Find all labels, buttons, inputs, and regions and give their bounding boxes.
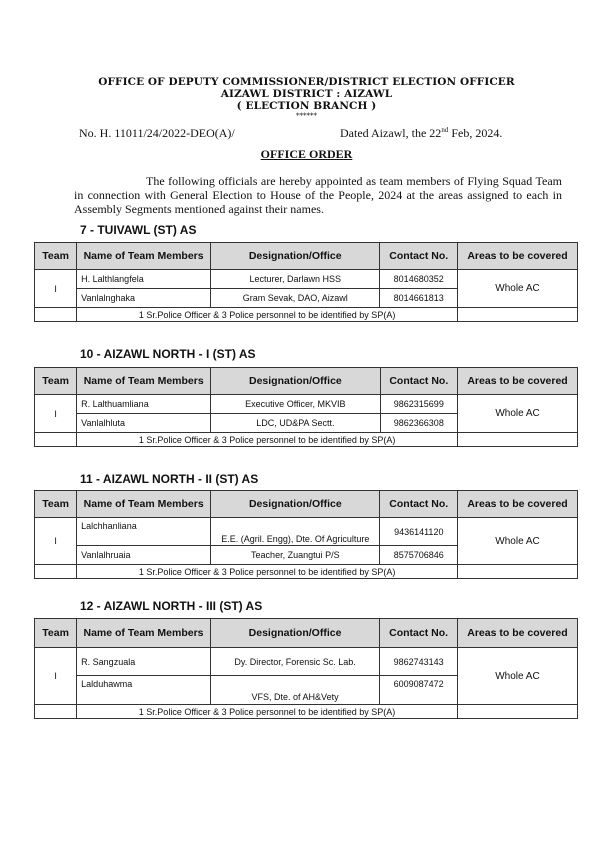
column-header-designation: Designation/Office (210, 619, 379, 648)
order-date-ordinal: nd (441, 126, 449, 134)
reference-number: No. H. 11011/24/2022-DEO(A)/ (79, 126, 235, 140)
team-table (34, 490, 578, 579)
column-header-areas: Areas to be covered (458, 243, 578, 270)
member-designation: Teacher, Zuangtui P/S (211, 546, 380, 565)
column-header-areas: Areas to be covered (458, 368, 578, 395)
column-header-team: Team (35, 491, 77, 518)
header-separator-stars: ****** (296, 112, 317, 120)
table-footer-row (35, 705, 578, 719)
team-number: I (35, 518, 77, 565)
footer-blank-cell (457, 705, 577, 719)
area-covered: Whole AC (458, 518, 578, 565)
team-number: I (35, 270, 77, 308)
police-personnel-note: 1 Sr.Police Officer & 3 Police personnel to be identified by SP(A) (77, 565, 458, 579)
section-title: 10 - AIZAWL NORTH - I (ST) AS (80, 347, 256, 361)
column-header-contact: Contact No. (380, 243, 458, 270)
area-covered: Whole AC (458, 270, 578, 308)
column-header-name: Name of Team Members (77, 368, 211, 395)
member-contact: 8014661813 (380, 289, 458, 308)
column-header-designation: Designation/Office (211, 491, 380, 518)
footer-blank-cell (35, 565, 77, 579)
column-header-team: Team (35, 368, 77, 395)
team-table (34, 618, 578, 719)
member-contact: 9862315699 (380, 395, 458, 414)
order-date-prefix: Dated Aizawl, the 22 (340, 126, 442, 140)
police-personnel-note: 1 Sr.Police Officer & 3 Police personnel to be identified by SP(A) (77, 705, 458, 719)
column-header-designation: Designation/Office (211, 368, 380, 395)
member-name: Vanlalhluta (77, 414, 211, 433)
table-row (35, 518, 578, 546)
member-contact: 8575706846 (380, 546, 458, 565)
office-header-line3: ( ELECTION BRANCH ) (236, 100, 377, 112)
member-name: H. Lalthlangfela (77, 270, 211, 289)
table-header-row (35, 619, 578, 648)
police-personnel-note: 1 Sr.Police Officer & 3 Police personnel to be identified by SP(A) (77, 308, 458, 322)
table-header-row (35, 368, 578, 395)
team-table (34, 242, 578, 322)
table-footer-row (35, 433, 578, 447)
footer-blank-cell (458, 565, 578, 579)
table-row (35, 270, 578, 289)
member-name: Lalchhanliana (77, 518, 211, 546)
column-header-contact: Contact No. (380, 368, 458, 395)
team-number: I (35, 395, 77, 433)
member-contact: 9436141120 (380, 518, 458, 546)
footer-blank-cell (458, 308, 578, 322)
table-footer-row (35, 565, 578, 579)
section-title: 11 - AIZAWL NORTH - II (ST) AS (80, 472, 259, 486)
column-header-designation: Designation/Office (211, 243, 380, 270)
member-name: R. Lalthuamliana (77, 395, 211, 414)
member-contact: 8014680352 (380, 270, 458, 289)
member-designation: Gram Sevak, DAO, Aizawl (211, 289, 380, 308)
member-name: Lalduhawma (77, 676, 211, 705)
section-title: 12 - AIZAWL NORTH - III (ST) AS (80, 599, 263, 613)
member-designation: E.E. (Agril. Engg), Dte. Of Agriculture (211, 518, 380, 546)
footer-blank-cell (35, 433, 77, 447)
member-contact: 9862366308 (380, 414, 458, 433)
table-header-row (35, 243, 578, 270)
column-header-areas: Areas to be covered (458, 491, 578, 518)
member-contact: 6009087472 (380, 676, 458, 705)
order-date (340, 126, 502, 141)
column-header-contact: Contact No. (380, 619, 458, 648)
member-designation: Dy. Director, Forensic Sc. Lab. (210, 648, 379, 676)
member-designation: VFS, Dte. of AH&Vety (210, 676, 379, 705)
column-header-areas: Areas to be covered (457, 619, 577, 648)
footer-blank-cell (35, 705, 77, 719)
column-header-team: Team (35, 243, 77, 270)
column-header-name: Name of Team Members (77, 491, 211, 518)
member-designation: LDC, UD&PA Sectt. (211, 414, 380, 433)
area-covered: Whole AC (458, 395, 578, 433)
office-header-line1: OFFICE OF DEPUTY COMMISSIONER/DISTRICT ELECTION OFFICER (98, 76, 515, 88)
member-name: Vanlalnghaka (77, 289, 211, 308)
office-header-line2: AIZAWL DISTRICT : AIZAWL (220, 88, 393, 100)
column-header-name: Name of Team Members (77, 243, 211, 270)
column-header-contact: Contact No. (380, 491, 458, 518)
member-designation: Executive Officer, MKVIB (211, 395, 380, 414)
footer-blank-cell (35, 308, 77, 322)
column-header-team: Team (35, 619, 77, 648)
table-header-row (35, 491, 578, 518)
police-personnel-note: 1 Sr.Police Officer & 3 Police personnel to be identified by SP(A) (77, 433, 458, 447)
area-covered: Whole AC (457, 648, 577, 705)
order-date-suffix: Feb, 2024. (448, 126, 503, 140)
intro-paragraph: The following officials are hereby appointed as team members of Flying Squad Team in connection with General Election to House of the People, 2024 at the areas assigned to each in Assembly Segments mentioned against their names. (74, 174, 562, 216)
order-title: OFFICE ORDER (260, 147, 353, 161)
table-row (35, 648, 578, 676)
table-row (35, 395, 578, 414)
section-title: 7 - TUIVAWL (ST) AS (80, 223, 197, 237)
footer-blank-cell (458, 433, 578, 447)
table-footer-row (35, 308, 578, 322)
member-name: Vanlalhruaia (77, 546, 211, 565)
member-name: R. Sangzuala (77, 648, 211, 676)
team-number: I (35, 648, 77, 705)
member-designation: Lecturer, Darlawn HSS (211, 270, 380, 289)
column-header-name: Name of Team Members (77, 619, 211, 648)
team-table (34, 367, 578, 447)
member-contact: 9862743143 (380, 648, 458, 676)
